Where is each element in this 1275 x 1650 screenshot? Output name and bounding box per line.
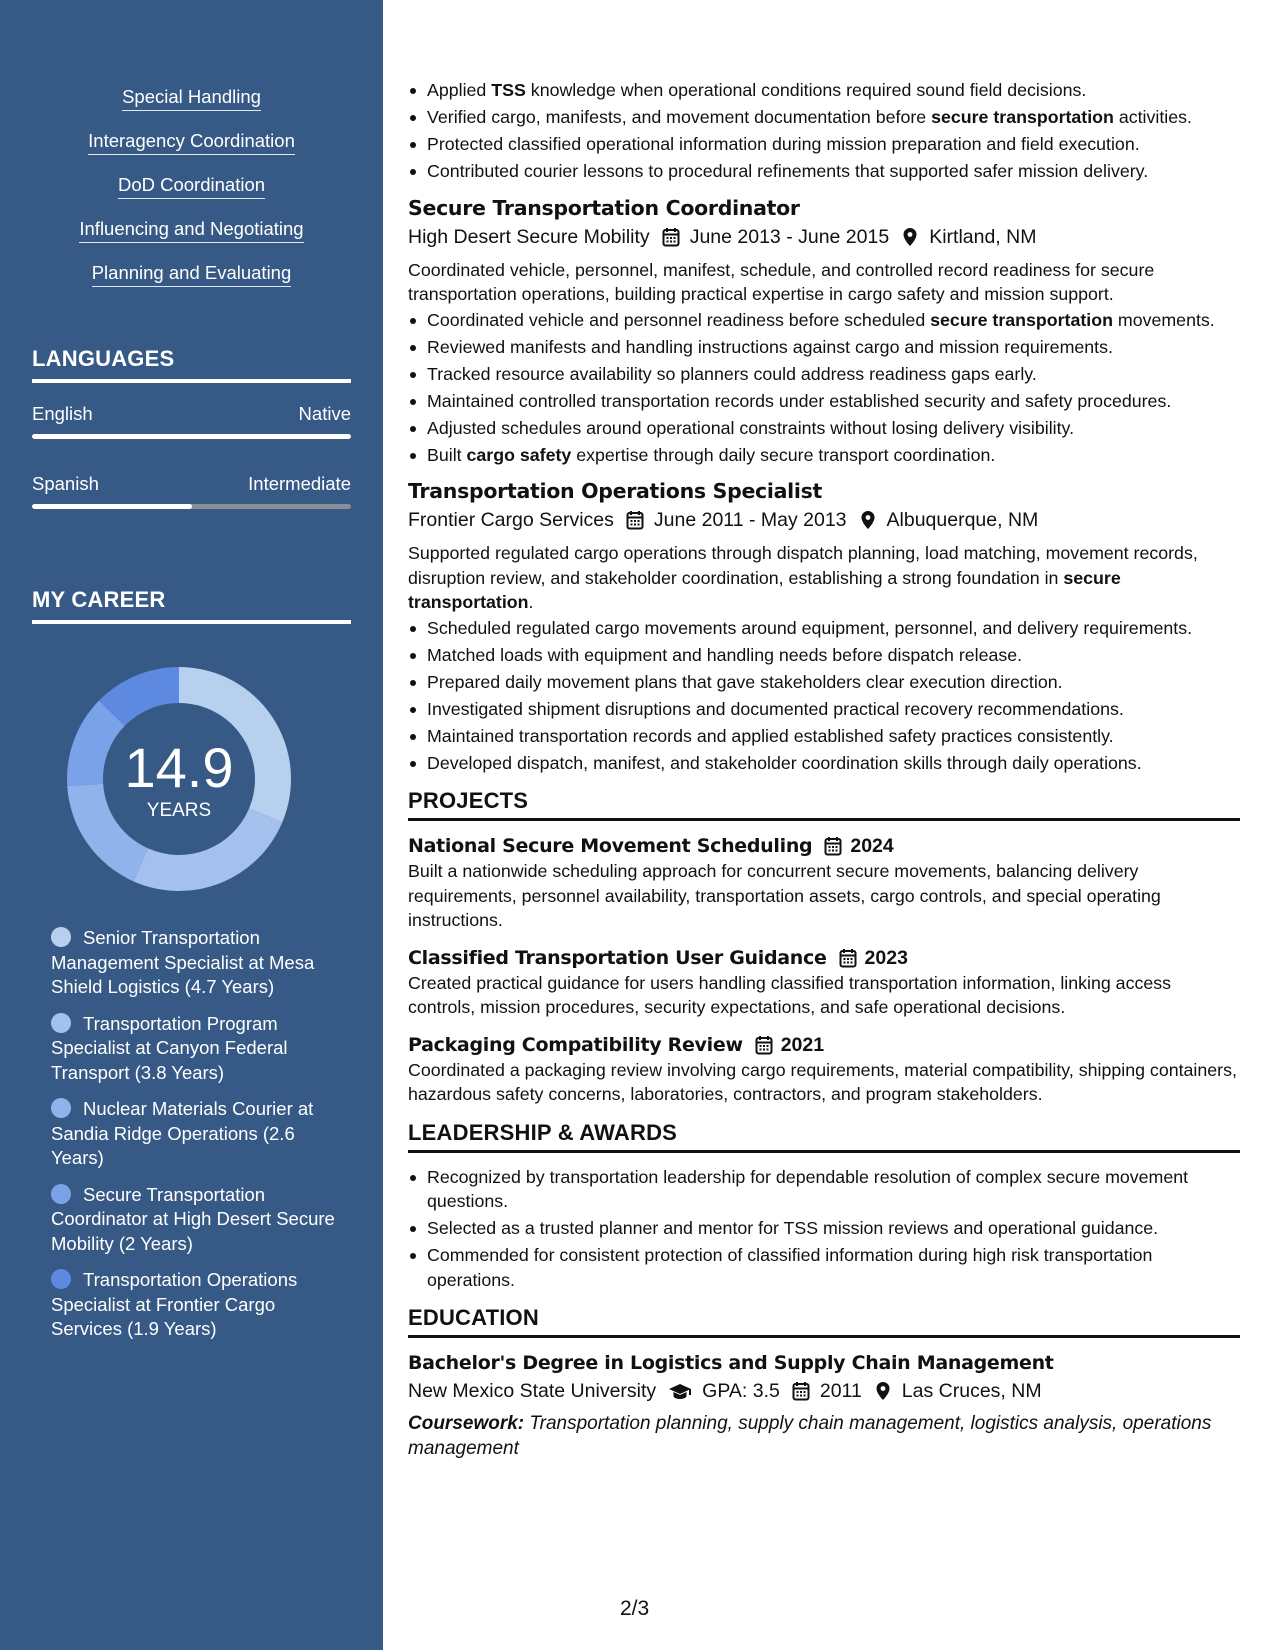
legend-dot [51, 1013, 71, 1033]
coursework-text: Transportation planning, supply chain management, logistics analysis, operations management [408, 1413, 1212, 1459]
job-bullets [408, 308, 1240, 468]
projects-heading: PROJECTS [408, 787, 1240, 821]
leadership-item: Selected as a trusted planner and mentor for TSS mission reviews and operational guidance. [408, 1216, 1240, 1241]
bullet-item: Coordinated vehicle and personnel readiness before scheduled secure transportation movements. [408, 308, 1240, 333]
graduation-cap-icon [668, 1381, 692, 1401]
graduation-year: 2011 [819, 1380, 862, 1402]
bullet-item: Maintained controlled transportation records under established security and safety procedures. [408, 389, 1240, 414]
bullet-item: Scheduled regulated cargo movements around equipment, personnel, and delivery requirements. [408, 616, 1240, 641]
bullet-item: Built cargo safety expertise through daily secure transport coordination. [408, 443, 1240, 468]
bullet-item: Reviewed manifests and handling instructions against cargo and mission requirements. [408, 335, 1240, 360]
skill-label: DoD Coordination [118, 173, 265, 199]
school-location: Las Cruces, NM [901, 1380, 1042, 1402]
legend-dot [51, 1269, 71, 1289]
calendar-icon [626, 510, 644, 530]
project-entry [408, 1032, 1240, 1107]
location-pin-icon [859, 510, 877, 530]
calendar-icon [662, 227, 680, 247]
language-proficiency-bar [32, 504, 351, 509]
degree-title: Bachelor's Degree in Logistics and Supply Chain Management [408, 1352, 1054, 1374]
project-entry [408, 945, 1240, 1020]
calendar-icon [755, 1035, 773, 1055]
project-description: Coordinated a packaging review involving cargo requirements, material compatibility, shipping containers, hazardous safety concerns, laboratories, contractors, and program stakeholders. [408, 1059, 1237, 1104]
job-description: Coordinated vehicle, personnel, manifest, schedule, and controlled record readiness for secure transportation operations, building practical expertise in cargo safety and mission support. [408, 259, 1155, 304]
legend-dot [51, 1184, 71, 1204]
bold-keyword: secure transportation [931, 107, 1114, 127]
job-location: Albuquerque, NM [886, 509, 1039, 531]
languages-heading: LANGUAGES [32, 346, 351, 383]
location-pin-icon [901, 227, 919, 247]
job-title: Transportation Operations Specialist [408, 479, 823, 503]
job-company: Frontier Cargo Services [408, 509, 614, 531]
language-proficiency-fill [32, 504, 192, 509]
skills-list [0, 85, 383, 305]
project-description: Built a nationwide scheduling approach for concurrent secure movements, balancing delivery requirements, personnel availability, transportation assets, cargo controls, and special operating instructions. [408, 861, 1161, 930]
career-legend-item [51, 1012, 341, 1086]
job-location: Kirtland, NM [929, 225, 1037, 248]
bold-keyword: TSS [491, 80, 526, 100]
project-entry [408, 833, 1240, 933]
education-meta [408, 1376, 1240, 1406]
leadership-heading: LEADERSHIP & AWARDS [408, 1119, 1240, 1153]
career-legend-label: Transportation Operations Specialist at Frontier Cargo Services (1.9 Years) [51, 1269, 298, 1339]
language-proficiency-fill [32, 434, 351, 439]
education-heading: EDUCATION [408, 1304, 1240, 1338]
projects-list [408, 833, 1240, 1107]
legend-dot [51, 927, 71, 947]
job-entry [408, 477, 1240, 775]
job-company: High Desert Secure Mobility [408, 225, 650, 248]
bold-keyword: cargo safety [466, 444, 572, 465]
project-title-row [408, 833, 1240, 859]
language-row [32, 473, 351, 495]
skill-label: Interagency Coordination [88, 129, 295, 155]
main-content [408, 78, 1240, 1461]
career-legend-label: Secure Transportation Coordinator at High Desert Secure Mobility (2 Years) [51, 1183, 335, 1254]
project-description: Created practical guidance for users handling classified transportation information, linking access controls, mission procedures, security expectations, and safe operational decisions. [408, 972, 1172, 1017]
career-legend-label: Transportation Program Specialist at Canyon Federal Transport (3.8 Years) [51, 1012, 288, 1083]
career-total-years: 14.9 [124, 736, 234, 799]
career-legend-item [51, 1097, 341, 1171]
skill-label: Special Handling [122, 85, 261, 111]
career-heading: MY CAREER [32, 587, 351, 624]
job-dates: June 2013 - June 2015 [689, 225, 890, 248]
bullet-item: Prepared daily movement plans that gave stakeholders clear execution direction. [408, 670, 1240, 695]
career-legend-label: Senior Transportation Management Specialist at Mesa Shield Logistics (4.7 Years) [51, 927, 315, 997]
leadership-item: Commended for consistent protection of classified information during high risk transportation operations. [408, 1243, 1240, 1292]
location-pin-icon [874, 1381, 892, 1401]
career-legend-item [51, 1183, 341, 1257]
bullet-item: Investigated shipment disruptions and documented practical recovery recommendations. [408, 697, 1240, 722]
project-title: Packaging Compatibility Review [408, 1033, 743, 1056]
bullet-item: Protected classified operational information during mission preparation and field execution. [408, 132, 1240, 157]
leadership-list [408, 1165, 1240, 1293]
skill-item [0, 85, 383, 111]
skill-label: Influencing and Negotiating [79, 217, 303, 243]
education-entry [408, 1350, 1240, 1461]
experience-bullets [408, 78, 1240, 184]
language-name: English [32, 403, 93, 424]
bold-keyword: secure transportation [408, 567, 1121, 612]
bullet-item: Tracked resource availability so planners could address readiness gaps early. [408, 362, 1240, 387]
coursework-label: Coursework: [408, 1413, 525, 1434]
school-name: New Mexico State University [408, 1380, 657, 1402]
job-description: Supported regulated cargo operations through dispatch planning, load matching, movement records, disruption review, and stakeholder coordination, establishing a strong foundation in secure transportation. [408, 543, 1198, 612]
job-entry [408, 194, 1240, 468]
legend-dot [51, 1098, 71, 1118]
job-bullets [408, 616, 1240, 776]
language-level: Native [298, 403, 351, 424]
bullet-item: Applied TSS knowledge when operational conditions required sound field decisions. [408, 78, 1240, 103]
project-title-row [408, 1032, 1240, 1058]
skill-label: Planning and Evaluating [92, 261, 292, 287]
leadership-item: Recognized by transportation leadership for dependable resolution of complex secure movement questions. [408, 1165, 1240, 1214]
bullet-item: Developed dispatch, manifest, and stakeholder coordination skills through daily operations. [408, 751, 1240, 776]
job-title: Secure Transportation Coordinator [408, 195, 800, 220]
sidebar [0, 0, 383, 1650]
career-legend-item [51, 926, 341, 1000]
career-legend-item [51, 1268, 341, 1342]
bullet-item: Verified cargo, manifests, and movement documentation before secure transportation activities. [408, 105, 1240, 130]
career-legend [51, 926, 341, 1354]
job-dates: June 2011 - May 2013 [653, 509, 847, 531]
skill-item [0, 261, 383, 287]
language-row [32, 403, 351, 425]
project-year: 2021 [780, 1033, 825, 1056]
calendar-icon [792, 1381, 810, 1401]
language-proficiency-bar [32, 434, 351, 439]
skill-item [0, 129, 383, 155]
bullet-item: Matched loads with equipment and handling needs before dispatch release. [408, 643, 1240, 668]
bullet-item: Maintained transportation records and applied established safety practices consistently. [408, 724, 1240, 749]
skill-item [0, 217, 383, 243]
career-total-unit: YEARS [146, 800, 212, 821]
language-level: Intermediate [248, 473, 351, 494]
skill-item [0, 173, 383, 199]
page-number: 2/3 [620, 1597, 650, 1620]
bullet-item: Adjusted schedules around operational constraints without losing delivery visibility. [408, 416, 1240, 441]
project-title: Classified Transportation User Guidance [408, 946, 827, 969]
job-meta [408, 505, 1240, 535]
project-year: 2024 [850, 835, 894, 857]
project-title-row [408, 945, 1240, 971]
project-year: 2023 [864, 946, 908, 969]
calendar-icon [824, 836, 842, 856]
career-legend-label: Nuclear Materials Courier at Sandia Ridge Operations (2.6 Years) [51, 1098, 314, 1168]
coursework [408, 1412, 1240, 1461]
calendar-icon [839, 948, 857, 968]
bold-keyword: secure transportation [930, 309, 1113, 330]
project-title: National Secure Movement Scheduling [408, 835, 813, 857]
bullet-item: Contributed courier lessons to procedural refinements that supported safer mission delivery. [408, 159, 1240, 184]
language-name: Spanish [32, 473, 99, 494]
job-meta [408, 222, 1240, 252]
gpa: GPA: 3.5 [702, 1380, 780, 1402]
